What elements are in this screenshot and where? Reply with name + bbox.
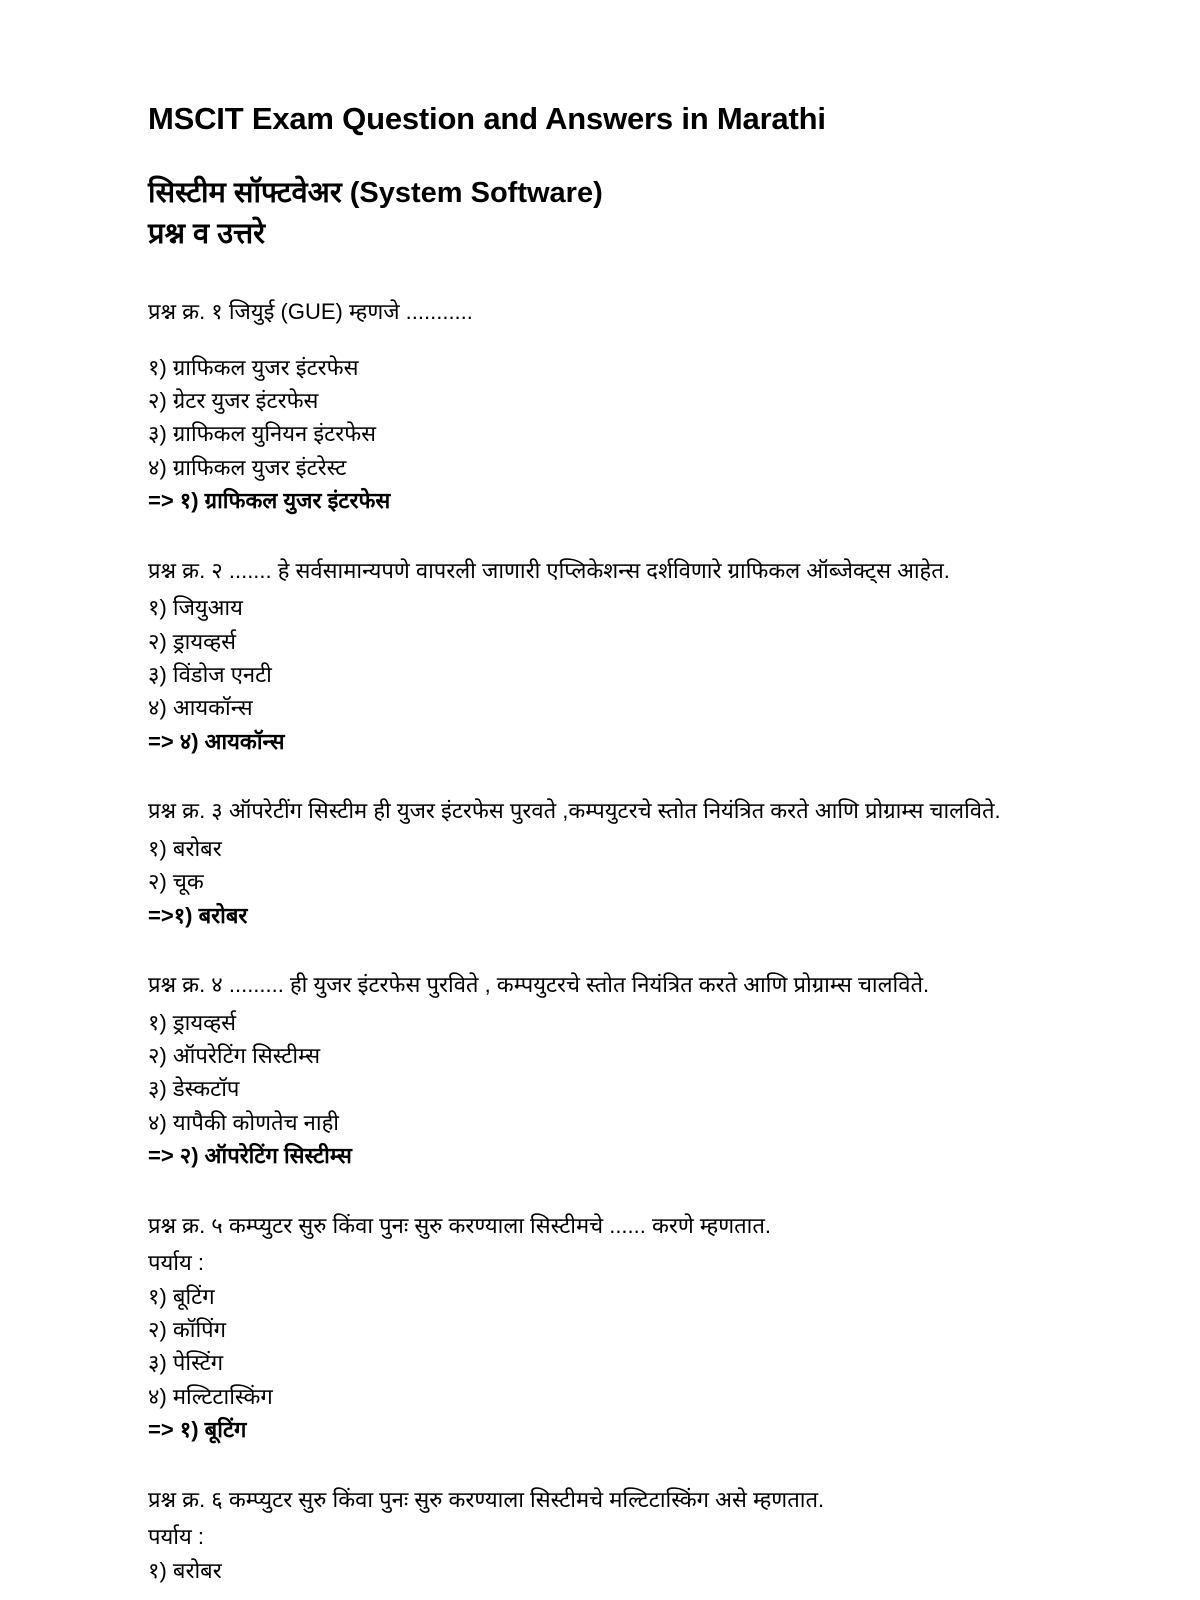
question-option: १) ग्राफिकल युजर इंटरफेस: [148, 354, 359, 380]
options-label: पर्याय :: [148, 1250, 204, 1276]
question-option: १) बूटिंग: [148, 1283, 215, 1309]
question-option: ४) आयकॉन्स: [148, 695, 253, 721]
question-block: [148, 295, 1035, 518]
question-option: २) ऑपरेटिंग सिस्टीम्स: [148, 1042, 321, 1068]
question-block: [148, 794, 1035, 932]
question-stem: प्रश्न क्र. ६ कम्प्युटर सुरु किंवा पुनः सुरु करण्याला सिस्टीमचे मल्टिटास्किंग असे म्हणतात.: [148, 1486, 825, 1512]
section-heading-line-1: सिस्टीम सॉफ्टवेअर (System Software): [148, 176, 603, 209]
question-option: ३) विंडोज एनटी: [148, 662, 272, 688]
question-block: [148, 1483, 1035, 1587]
page-title: MSCIT Exam Question and Answers in Marathi: [148, 101, 826, 136]
question-option: २) कॉपिंग: [148, 1317, 227, 1343]
question-option: २) चूक: [148, 869, 204, 895]
question-option: १) ड्रायव्हर्स: [148, 1009, 237, 1035]
question-answer: => १) बूटिंग: [148, 1417, 247, 1443]
question-option: १) जियुआय: [148, 595, 243, 621]
question-option: २) ग्रेटर युजर इंटरफेस: [148, 387, 319, 413]
question-answer: => २) ऑपरेटिंग सिस्टीम्स: [148, 1143, 352, 1169]
question-option: ३) ग्राफिकल युनियन इंटरफेस: [148, 421, 377, 447]
question-answer: => ४) आयकॉन्स: [148, 728, 285, 754]
options-label: पर्याय :: [148, 1524, 204, 1550]
question-option: १) बरोबर: [148, 1557, 222, 1583]
question-stem: प्रश्न क्र. १ जियुई (GUE) म्हणजे ...........: [148, 299, 473, 325]
question-stem: प्रश्न क्र. ४ ......... ही युजर इंटरफेस पुरविते , कम्पयुटरचे स्तोत नियंत्रित करते आणि प्रोग्राम्स चालविते.: [148, 972, 930, 998]
section-heading-line-2: प्रश्न व उत्तरे: [148, 217, 266, 250]
question-option: ३) पेस्टिंग: [148, 1350, 224, 1376]
question-stem: प्रश्न क्र. ५ कम्प्युटर सुरु किंवा पुनः सुरु करण्याला सिस्टीमचे ...... करणे म्हणतात.: [148, 1212, 772, 1238]
question-option: ३) डेस्कटॉप: [148, 1076, 240, 1102]
question-block: [148, 554, 1035, 759]
question-answer: => १) ग्राफिकल युजर इंटरफेस: [148, 488, 391, 514]
question-answer: =>१) बरोबर: [148, 902, 248, 928]
question-stem: प्रश्न क्र. २ ....... हे सर्वसामान्यपणे वापरली जाणारी एप्लिकेशन्स दर्शविणारे ग्राफिकल ऑब्जेक्ट्स आहेत.: [148, 557, 950, 583]
question-option: २) ड्रायव्हर्स: [148, 628, 237, 654]
question-block: [148, 968, 1035, 1173]
question-option: १) बरोबर: [148, 835, 222, 861]
section-heading: [148, 173, 1035, 255]
question-option: ४) यापैकी कोणतेच नाही: [148, 1109, 339, 1135]
question-block: [148, 1209, 1035, 1447]
question-option: ४) ग्राफिकल युजर इंटरेस्ट: [148, 454, 347, 480]
question-option: ४) मल्टिटास्किंग: [148, 1383, 273, 1409]
question-stem: प्रश्न क्र. ३ ऑपरेटींग सिस्टीम ही युजर इंटरफेस पुरवते ,कम्पयुटरचे स्तोत नियंत्रित करते आणि प्रोग्राम्स चालविते.: [148, 798, 1001, 824]
